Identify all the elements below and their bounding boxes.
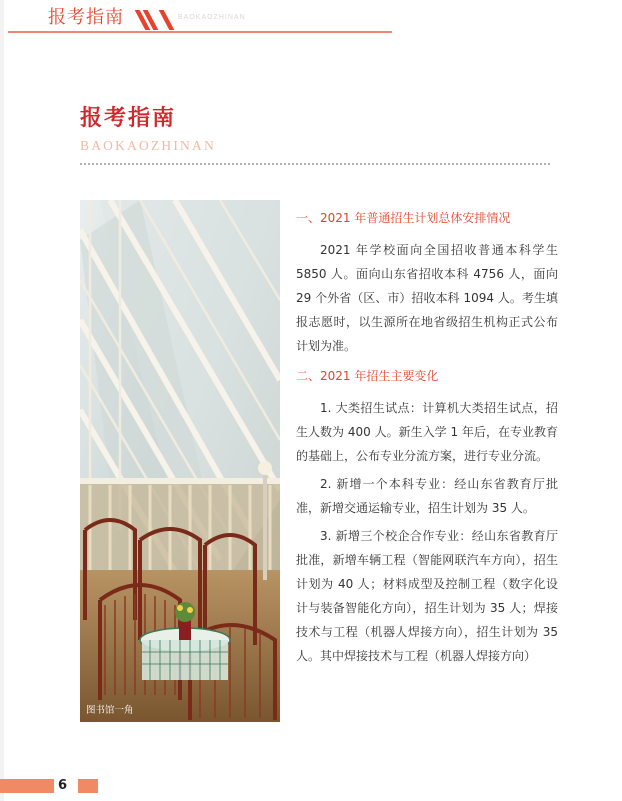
heading-plan-overview: 一、2021 年普通招生计划总体安排情况 (296, 211, 511, 225)
header-rule (8, 31, 392, 33)
paragraph-change-2: 2. 新增一个本科专业：经山东省教育厅批准，新增交通运输专业，招生计划为 35 人。 (296, 477, 558, 515)
running-header-title: 报考指南 (48, 7, 124, 28)
page-edge (0, 0, 4, 801)
heading-main-changes: 二、2021 年招生主要变化 (296, 369, 439, 383)
paragraph-plan-overview: 2021 年学校面向全国招收普通本科学生 5850 人。面向山东省招收本科 4756 人，面向 29 个外省（区、市）招收本科 1094 人。考生填报志愿时，以生源所在地省级招生机构正式公布计划为准。 (296, 243, 558, 353)
footer-bar-left (0, 779, 54, 793)
paragraph-change-3: 3. 新增三个校企合作专业：经山东省教育厅批准，新增车辆工程（智能网联汽车方向），招生计划为 40 人；材料成型及控制工程（数字化设计与装备智能化方向），招生计划为 35 人；焊接技术与工程（机器人焊接方向），招生计划为 35 人。其中焊接技术与工程（机器人焊接方向） (296, 529, 558, 663)
page-number: 6 (58, 778, 68, 793)
library-photo (80, 200, 280, 722)
header-slash-decoration (159, 10, 175, 30)
footer-bar-right (78, 779, 98, 793)
paragraph-change-1: 1. 大类招生试点：计算机大类招生试点，招生人数为 400 人。新生入学 1 年后，在专业教育的基础上，公布专业分流方案，进行专业分流。 (296, 401, 558, 463)
running-header-subtitle: BAOKAOZHINAN (178, 14, 246, 21)
section-title: 报考指南 (80, 106, 177, 131)
photo-caption: 图书馆一角 (86, 705, 134, 716)
article-body (296, 206, 558, 672)
dotted-divider (80, 163, 550, 165)
section-subtitle: BAOKAOZHINAN (80, 138, 216, 153)
library-photo-illustration (80, 200, 280, 722)
